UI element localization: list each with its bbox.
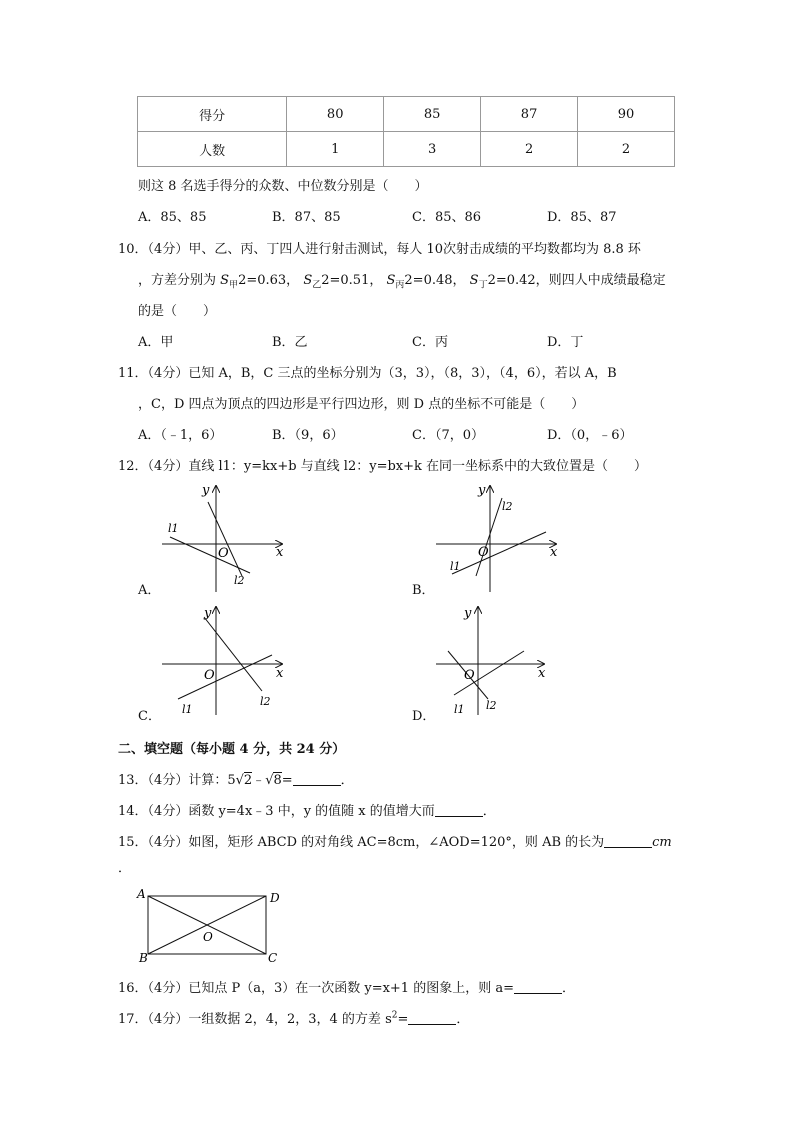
l2-label: l2 xyxy=(260,695,271,708)
center-o: O xyxy=(203,930,213,944)
section-2-heading: 二、填空题（每小题 4 分，共 24 分） xyxy=(118,742,346,757)
vertex-d: D xyxy=(270,891,280,905)
l1-label: l1 xyxy=(168,522,179,535)
q9-option-c: C．85、86 xyxy=(412,210,482,225)
graph-a-label: A． xyxy=(138,583,161,598)
origin-label: O xyxy=(464,668,475,683)
origin-label: O xyxy=(218,546,229,561)
axis-y-label: y xyxy=(464,606,472,621)
q11-line2: ，C，D 四点为顶点的四边形是平行四边形，则 D 点的坐标不可能是（ ） xyxy=(138,397,585,412)
l2-label: l2 xyxy=(234,574,245,587)
rectangle-figure xyxy=(134,884,284,966)
origin-label: O xyxy=(204,668,215,683)
axis-x-label: x xyxy=(538,666,546,681)
q9-option-d: D．85、87 xyxy=(547,210,617,225)
table-row xyxy=(138,132,675,167)
q11-line1: 11．（4分）已知 A，B，C 三点的坐标分别为（3，3），（8，3），（4，6），若以 A，B xyxy=(118,366,617,381)
q12-stem: 12．（4分）直线 l1：y=kx+b 与直线 l2：y=bx+k 在同一坐标系中的大致位置是（ ） xyxy=(118,459,648,474)
l2-label: l2 xyxy=(486,699,497,712)
vertex-a: A xyxy=(137,887,146,901)
graph-d xyxy=(432,603,567,721)
q13: 13．（4分）计算：5√2﹣√8= ． xyxy=(118,773,354,788)
graph-a xyxy=(158,480,293,595)
table-cell: 3 xyxy=(384,132,481,167)
q10-option-a: A．甲 xyxy=(138,335,174,350)
axis-x-label: x xyxy=(276,666,284,681)
graph-d-label: D． xyxy=(412,709,436,724)
answer-blank[interactable] xyxy=(604,835,652,848)
q10-option-c: C．丙 xyxy=(412,335,448,350)
q11-option-b: B．（9，6） xyxy=(272,428,344,443)
table-cell: 得分 xyxy=(138,97,287,132)
vertex-b: B xyxy=(139,951,148,965)
l1-label: l1 xyxy=(454,703,465,716)
q10-line2: ，方差分别为 $S_甲2=0.63$， $S_乙2=0.51$， $S_丙2=0.48$， $S_丁2=0.42$，则四人中成绩最稳定 xyxy=(138,273,666,291)
axis-x-label: x xyxy=(550,545,558,560)
q17: 17．（4分）一组数据 2，4，2，3，4 的方差 $s^2=$ ． xyxy=(118,1010,470,1027)
l2-label: l2 xyxy=(502,500,513,513)
q9-option-a: A．85、85 xyxy=(138,210,207,225)
table-cell: 2 xyxy=(481,132,578,167)
table-cell: 1 xyxy=(287,132,384,167)
l1-label: l1 xyxy=(182,703,193,716)
table-cell: 80 xyxy=(287,97,384,132)
graph-c xyxy=(158,603,293,721)
vertex-c: C xyxy=(268,951,278,965)
table-cell: 87 xyxy=(481,97,578,132)
table-cell: 90 xyxy=(578,97,675,132)
q9-option-b: B．87、85 xyxy=(272,210,341,225)
q14: 14．（4分）函数 y=4x﹣3 中，y 的值随 x 的值增大而 ． xyxy=(118,804,496,819)
table-cell: 人数 xyxy=(138,132,287,167)
graph-b xyxy=(432,480,567,595)
sqrt-icon: √ xyxy=(265,773,274,788)
l1-label: l1 xyxy=(450,560,461,573)
q16: 16．（4分）已知点 P（a，3）在一次函数 y=x+1 的图象上，则 a= ． xyxy=(118,981,576,996)
q11-option-a: A．（﹣1，6） xyxy=(138,428,223,443)
q11-option-d: D．（0，﹣6） xyxy=(547,428,633,443)
table-row xyxy=(138,97,675,132)
answer-blank[interactable] xyxy=(435,804,483,817)
line-l2 xyxy=(208,502,242,576)
answer-blank[interactable] xyxy=(293,773,341,786)
q10-option-b: B．乙 xyxy=(272,335,308,350)
line-l1 xyxy=(452,532,546,574)
q10-option-d: D．丁 xyxy=(547,335,584,350)
answer-blank[interactable] xyxy=(408,1012,456,1025)
graph-b-label: B． xyxy=(412,583,435,598)
axis-y-label: y xyxy=(478,483,486,498)
q11-option-c: C．（7，0） xyxy=(412,428,484,443)
line-l1 xyxy=(178,655,272,699)
axis-x-label: x xyxy=(276,545,284,560)
table-cell: 85 xyxy=(384,97,481,132)
origin-label: O xyxy=(478,545,489,560)
q10-line3: 的是（ ） xyxy=(138,304,217,319)
table-cell: 2 xyxy=(578,132,675,167)
line-l2 xyxy=(476,498,502,576)
q15: 15．（4分）如图，矩形 ABCD 的对角线 AC=8cm，∠AOD=120°，则 AB 的长为 cm xyxy=(118,835,672,850)
q10-line1: 10．（4分）甲、乙、丙、丁四人进行射击测试，每人 10次射击成绩的平均数都均为 8.8 环 xyxy=(118,242,641,257)
sqrt-icon: √ xyxy=(235,773,244,788)
axis-y-label: y xyxy=(204,606,212,621)
answer-blank[interactable] xyxy=(514,981,562,994)
q15-line2: ． xyxy=(118,861,132,876)
score-table xyxy=(137,96,675,167)
q9-stem: 则这 8 名选手得分的众数、中位数分别是（ ） xyxy=(138,179,428,194)
graph-c-label: C． xyxy=(138,709,161,724)
axis-y-label: y xyxy=(202,483,210,498)
